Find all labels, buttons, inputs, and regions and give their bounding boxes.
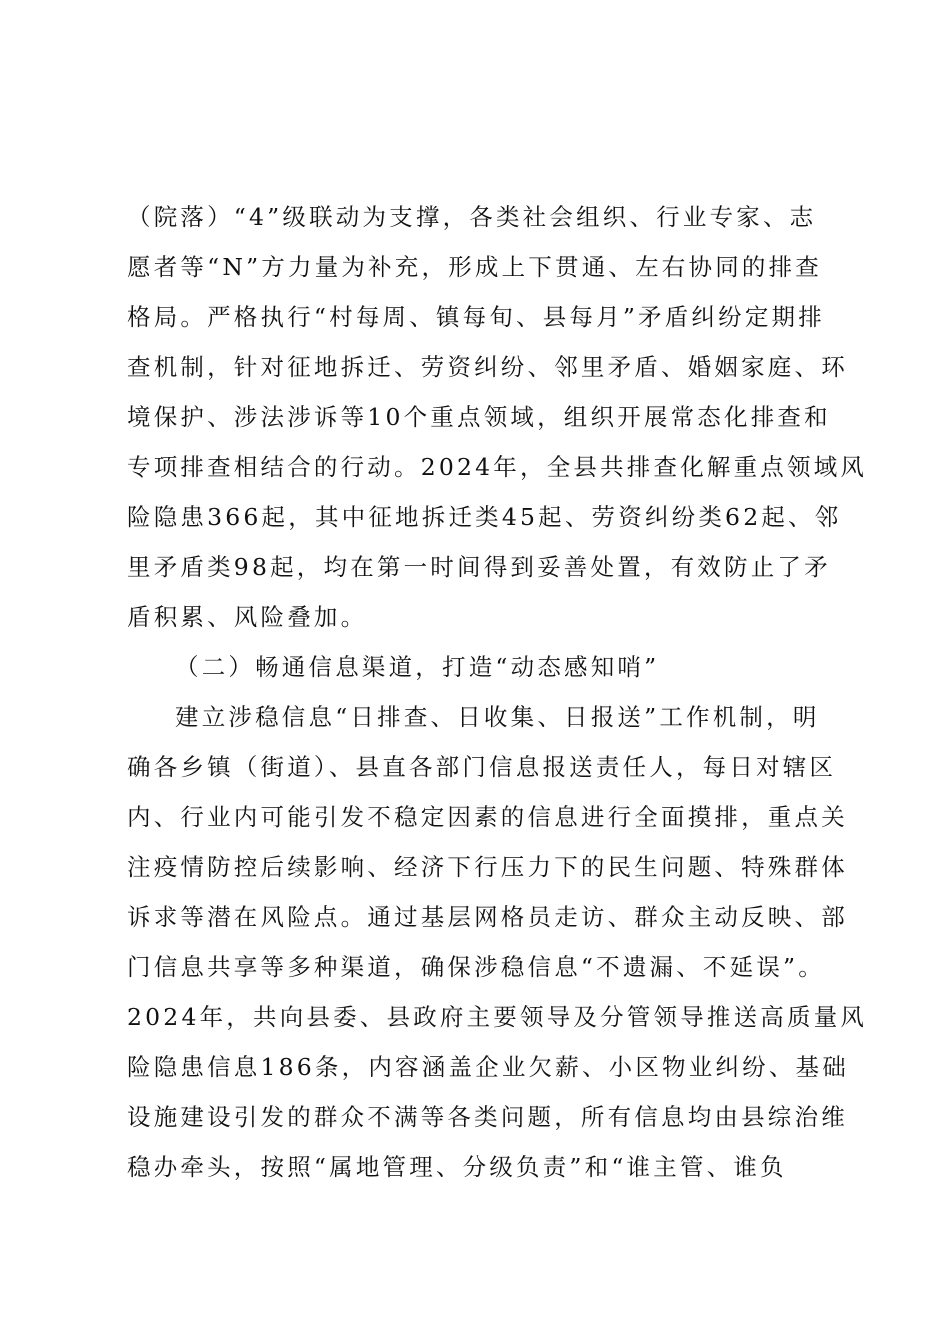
text-line: 2024年，共向县委、县政府主要领导及分管领导推送高质量风 xyxy=(127,1003,868,1031)
text-line: 格局。严格执行“村每周、镇每旬、县每月”矛盾纠纷定期排 xyxy=(127,303,825,331)
text-line: 里矛盾类98起，均在第一时间得到妥善处置，有效防止了矛 xyxy=(127,553,831,581)
text-line: 稳办牵头，按照“属地管理、分级负责”和“谁主管、谁负 xyxy=(127,1153,787,1181)
text-line: 盾积累、风险叠加。 xyxy=(127,603,368,631)
text-line: 注疫情防控后续影响、经济下行压力下的民生问题、特殊群体 xyxy=(127,853,848,881)
text-line: （院落）“4”级联动为支撑，各类社会组织、行业专家、志 xyxy=(127,203,817,231)
text-line: 门信息共享等多种渠道，确保涉稳信息“不遗漏、不延误”。 xyxy=(127,953,825,981)
text-line: 专项排查相结合的行动。2024年，全县共排查化解重点领域风 xyxy=(127,453,868,481)
text-line: 确各乡镇（街道）、县直各部门信息报送责任人，每日对辖区 xyxy=(127,753,837,781)
paragraph-1 xyxy=(127,192,868,642)
text-line: 愿者等“N”方力量为补充，形成上下贯通、左右协同的排查 xyxy=(127,253,822,281)
text-line: 境保护、涉法涉诉等10个重点领域，组织开展常态化排查和 xyxy=(127,403,831,431)
text-line: 险隐患信息186条，内容涵盖企业欠薪、小区物业纠纷、基础 xyxy=(127,1053,849,1081)
text-line: 险隐患366起，其中征地拆迁类45起、劳资纠纷类62起、邻 xyxy=(127,503,842,531)
text-line: 建立涉稳信息“日排查、日收集、日报送”工作机制，明 xyxy=(175,703,820,731)
text-line: 查机制，针对征地拆迁、劳资纠纷、邻里矛盾、婚姻家庭、环 xyxy=(127,353,848,381)
section-heading: （二）畅通信息渠道，打造“动态感知哨” xyxy=(175,653,660,681)
paragraph-2 xyxy=(127,692,868,1192)
document-page xyxy=(127,192,868,1192)
text-line: 诉求等潜在风险点。通过基层网格员走访、群众主动反映、部 xyxy=(127,903,848,931)
text-line: 设施建设引发的群众不满等各类问题，所有信息均由县综治维 xyxy=(127,1103,848,1131)
text-line: 内、行业内可能引发不稳定因素的信息进行全面摸排，重点关 xyxy=(127,803,848,831)
